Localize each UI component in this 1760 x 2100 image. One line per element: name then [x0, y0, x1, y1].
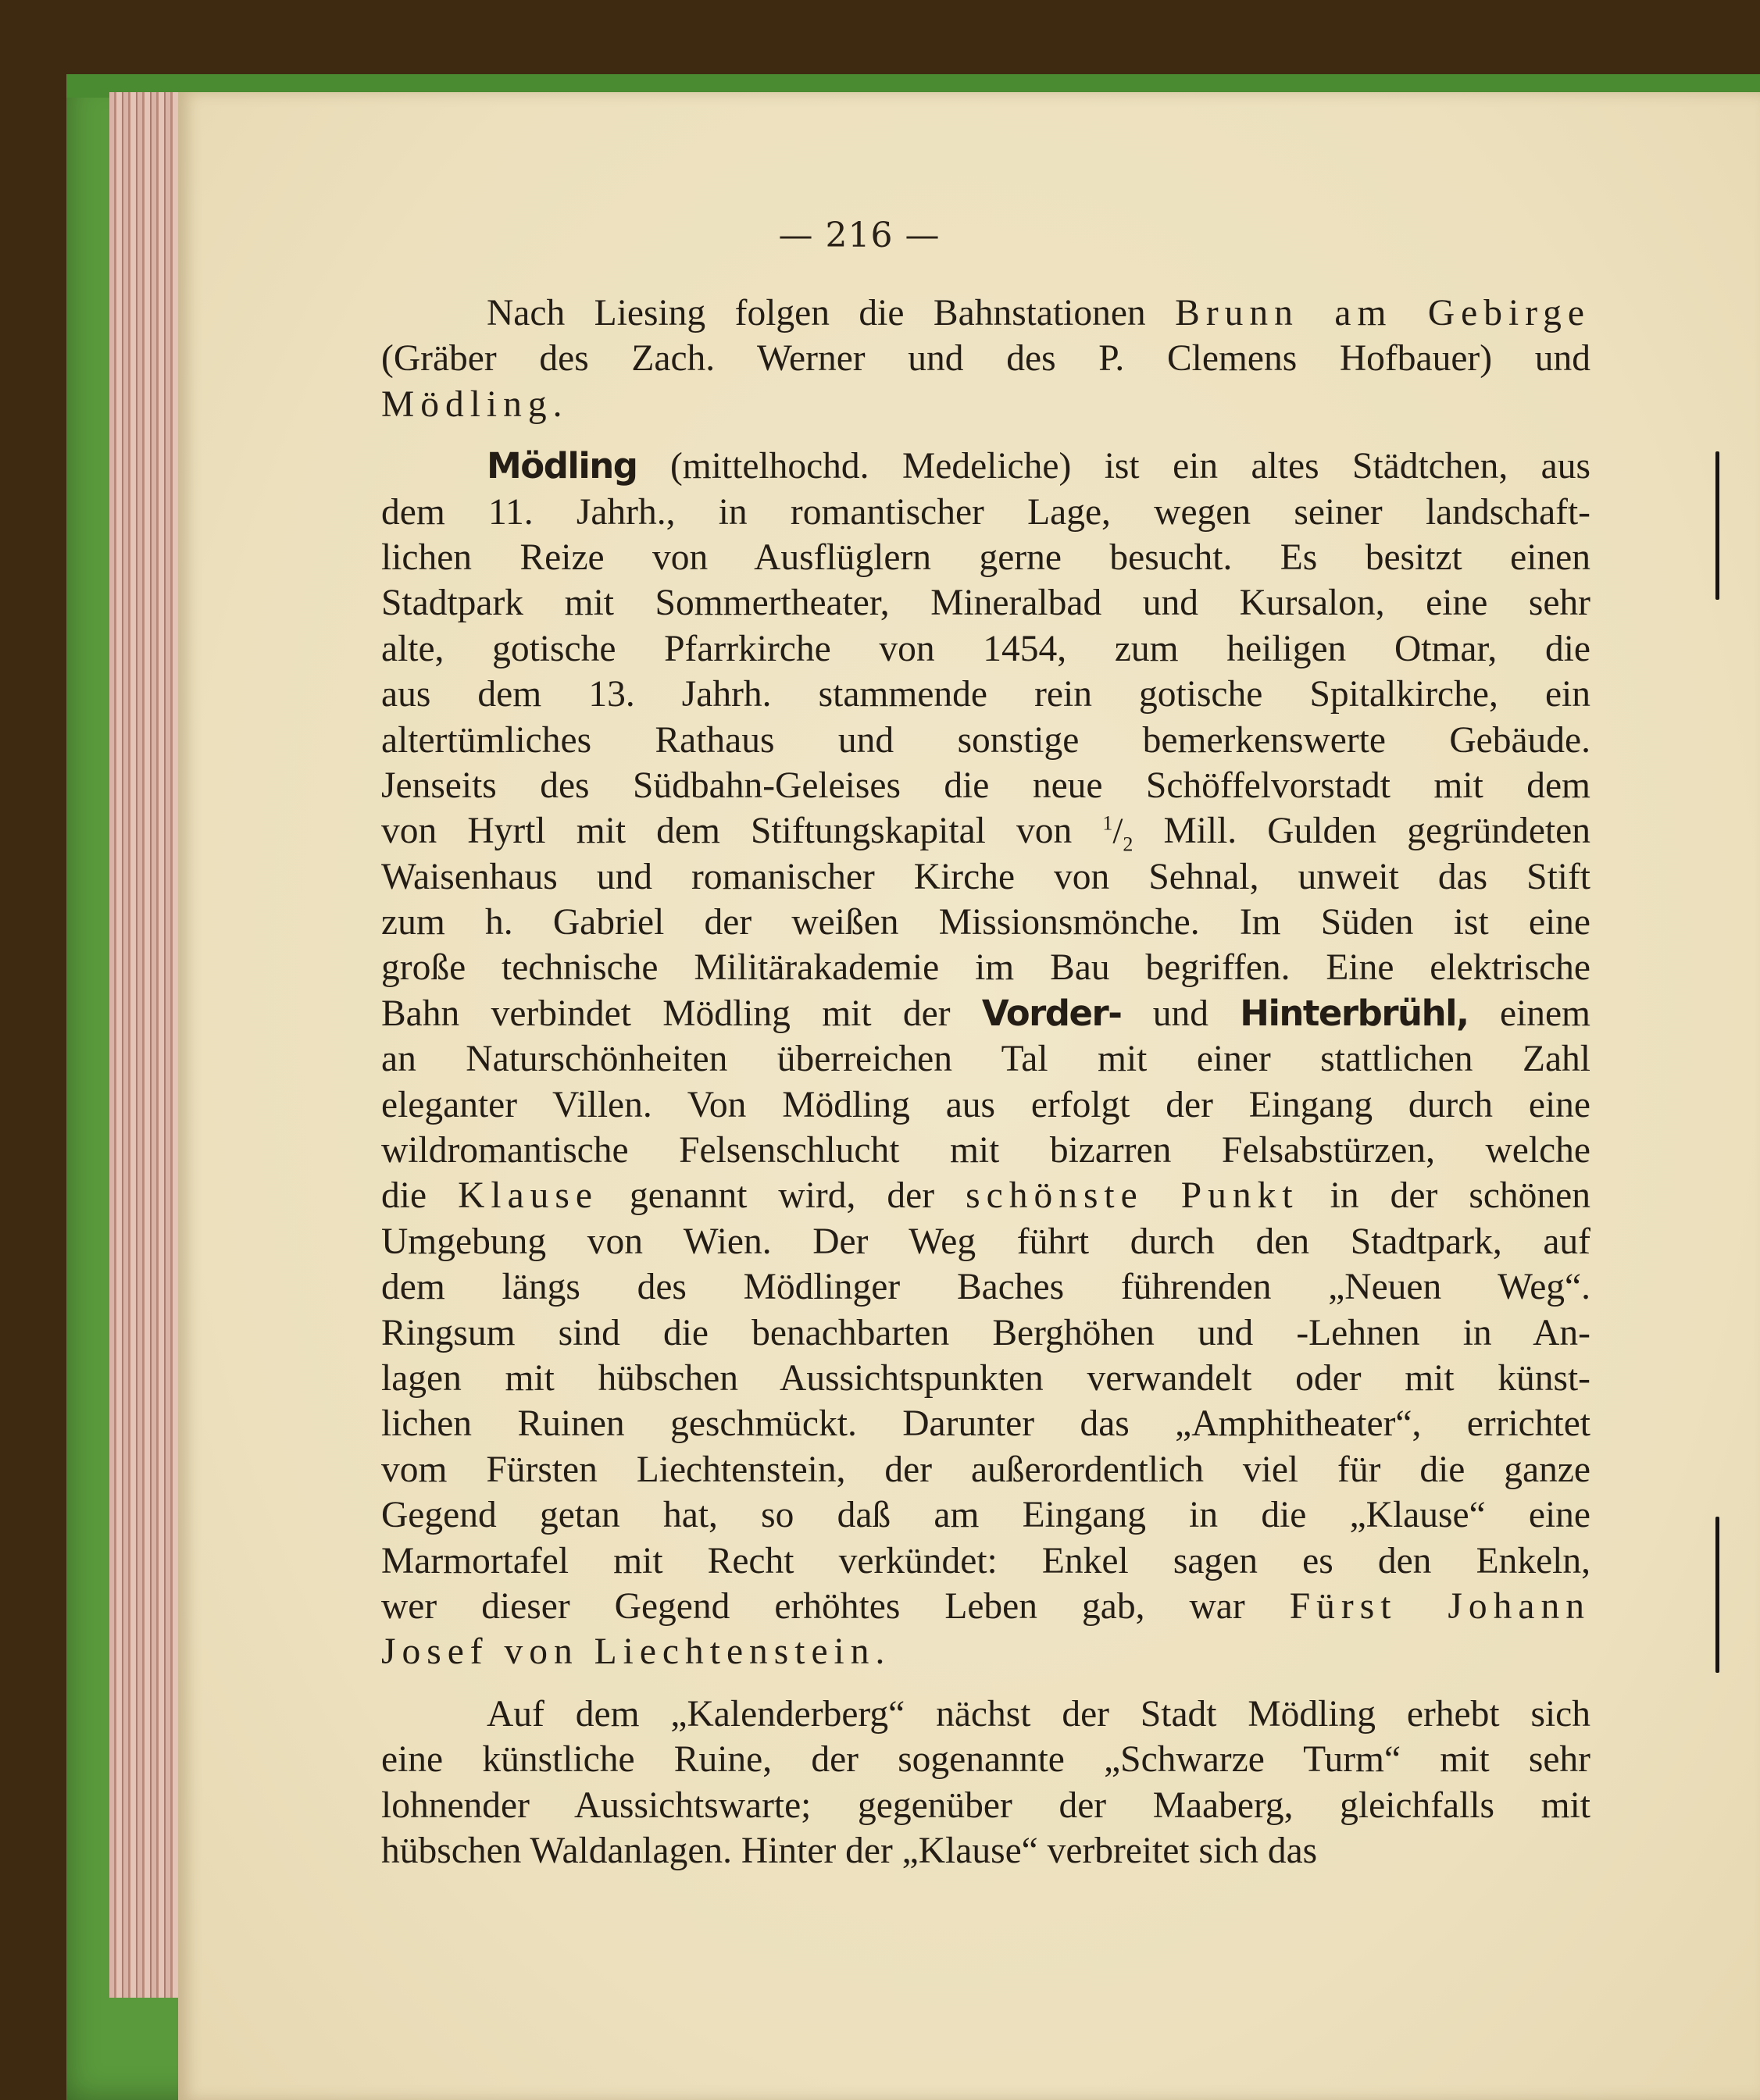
text-line: große technische Militärakademie im Bau begriffen. Eine elektrische — [381, 947, 1590, 989]
body-text — [381, 291, 1590, 1874]
text-line: vom Fürsten Liechtenstein, der außerordentlich viel für die ganze — [381, 1449, 1590, 1490]
text-line: Gegend getan hat, so daß am Eingang in die „Klause“ eine — [381, 1495, 1590, 1536]
margin-mark-lower — [1715, 1517, 1719, 1673]
text-line: Josef von Liechtenstein. — [381, 1631, 885, 1673]
spaced-emphasis: schönste Punkt — [966, 1175, 1299, 1217]
text-line: von Hyrtl mit dem Stiftungskapital von $^1/_2$ Mill. Gulden gegründeten — [381, 811, 1590, 854]
bold-heading-word: Hinterbrühl, — [1240, 992, 1469, 1034]
text-line: wer dieser Gegend erhöhtes Leben gab, war Fürst Johann — [381, 1585, 1590, 1627]
page-number: — 216 — — [778, 216, 941, 255]
text-line: Stadtpark mit Sommertheater, Mineralbad und Kursalon, eine sehr — [381, 583, 1590, 624]
text-line: Bahn verbindet Mödling mit der Vorder- und Hinterbrühl, einem — [381, 992, 1590, 1034]
text-line: lohnender Aussichtswarte; gegenüber der Maaberg, gleichfalls mit — [381, 1784, 1590, 1826]
spaced-emphasis: Klause — [458, 1175, 598, 1217]
text-line: lichen Reize von Ausflüglern gerne besucht. Es besitzt einen — [381, 537, 1590, 578]
text-line: zum h. Gabriel der weißen Missionsmönche. Im Süden ist eine — [381, 902, 1590, 943]
text-line: Auf dem „Kalenderberg“ nächst der Stadt Mödling erhebt sich — [487, 1693, 1590, 1735]
text-line: Mödling. — [381, 383, 562, 425]
text-line: eine künstliche Ruine, der sogenannte „Schwarze Turm“ mit sehr — [381, 1739, 1590, 1781]
paragraph-gap — [381, 427, 1590, 444]
paragraph-gap — [381, 1675, 1590, 1692]
text-line: aus dem 13. Jahrh. stammende rein gotische Spitalkirche, ein — [381, 674, 1590, 715]
text-line: hübschen Waldanlagen. Hinter der „Klause“ verbreitet sich das — [381, 1830, 1318, 1871]
text-line: an Naturschönheiten überreichen Tal mit einer stattlichen Zahl — [381, 1039, 1590, 1080]
text-line: Waisenhaus und romanischer Kirche von Sehnal, unweit das Stift — [381, 856, 1590, 897]
margin-mark-upper — [1715, 451, 1719, 600]
page-edges — [109, 92, 180, 1998]
text-line: altertümliches Rathaus und sonstige bemerkenswerte Gebäude. — [381, 719, 1590, 761]
text-line: lichen Ruinen geschmückt. Darunter das „Amphitheater“, errichtet — [381, 1403, 1590, 1445]
fraction: $^1/_2$ — [1102, 811, 1133, 854]
text-line: lagen mit hübschen Aussichtspunkten verwandelt oder mit künst- — [381, 1357, 1590, 1399]
bold-heading-word: Vorder- — [981, 992, 1122, 1034]
text-line: Ringsum sind die benachbarten Berghöhen und -Lehnen in An- — [381, 1312, 1590, 1353]
text-line: wildromantische Felsenschlucht mit bizarren Felsabstürzen, welche — [381, 1130, 1590, 1171]
text-line: Mödling (mittelhochd. Medeliche) ist ein altes Städtchen, aus — [487, 445, 1590, 487]
text-line: Nach Liesing folgen die Bahnstationen Brunn am Gebirge — [487, 293, 1590, 333]
text-line: Jenseits des Südbahn-Geleises die neue Schöffelvorstadt mit dem — [381, 765, 1590, 806]
text-line: Umgebung von Wien. Der Weg führt durch den Stadtpark, auf — [381, 1221, 1590, 1262]
text-line: dem 11. Jahrh., in romantischer Lage, wegen seiner landschaft- — [381, 491, 1590, 533]
spaced-emphasis: Josef von Liechtenstein — [381, 1631, 876, 1673]
text-line: eleganter Villen. Von Mödling aus erfolgt der Eingang durch eine — [381, 1084, 1590, 1125]
spaced-emphasis: Mödling — [381, 383, 553, 425]
spaced-emphasis: Fürst Johann — [1289, 1585, 1590, 1627]
text-line: die Klause genannt wird, der schönste Punkt in der schönen — [381, 1175, 1590, 1217]
bold-heading-word: Mödling — [487, 445, 637, 487]
spaced-emphasis: Brunn am Gebirge — [1175, 293, 1590, 333]
text-line: dem längs des Mödlinger Baches führenden „Neuen Weg“. — [381, 1267, 1590, 1308]
text-line: Marmortafel mit Recht verkündet: Enkel sagen es den Enkeln, — [381, 1540, 1590, 1581]
text-line: (Gräber des Zach. Werner und des P. Clemens Hofbauer) und — [381, 338, 1590, 380]
text-line: alte, gotische Pfarrkirche von 1454, zum heiligen Otmar, die — [381, 628, 1590, 669]
